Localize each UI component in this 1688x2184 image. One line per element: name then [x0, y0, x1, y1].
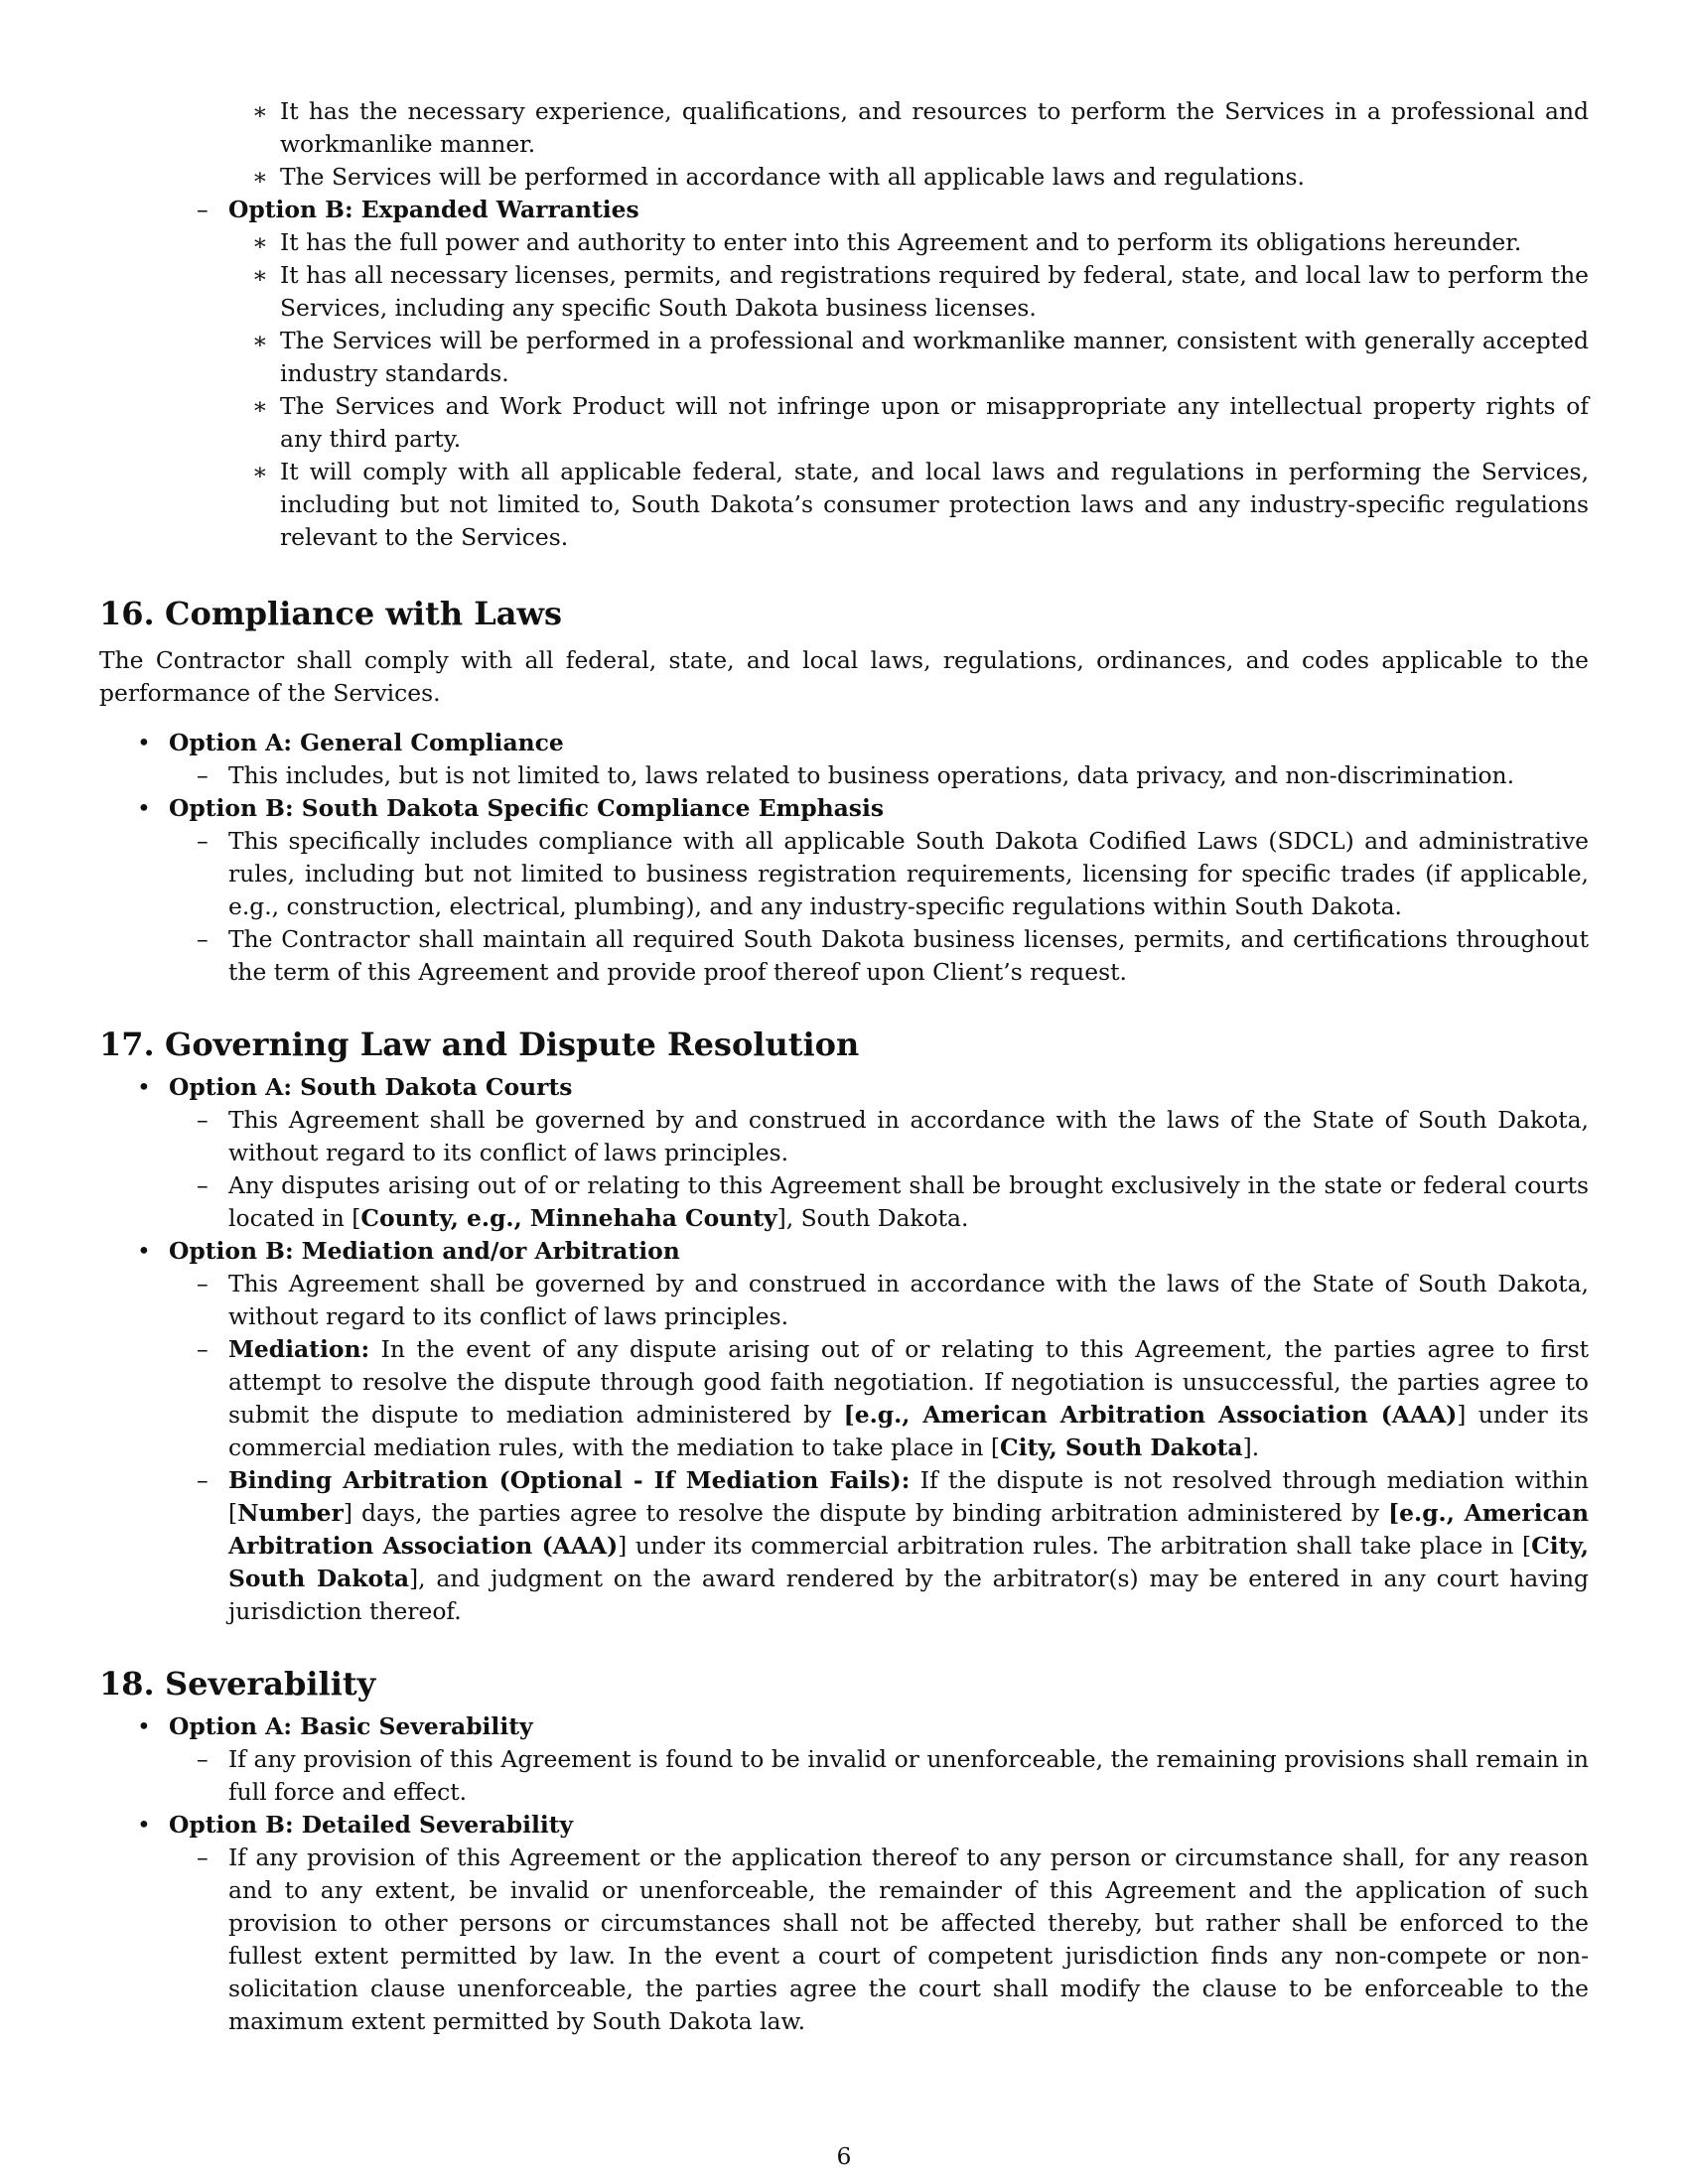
list-item	[99, 1333, 1589, 1464]
item-text	[228, 1169, 1589, 1235]
option-a-sd-courts: Option A: South Dakota Courts	[169, 1073, 573, 1101]
section-18-heading	[99, 1664, 1589, 1704]
dash-bullet: –	[197, 1171, 209, 1199]
option-b-detailed-severability: Option B: Detailed Severability	[169, 1811, 574, 1839]
text-run: Any disputes arising out of or relating to this Agreement shall be brought exclusively in the state or federal courts located in [	[228, 1171, 1589, 1232]
list-item	[99, 390, 1589, 456]
section-number: 18.	[99, 1665, 155, 1703]
text-run: ], and judgment on the award rendered by the arbitrator(s) may be entered in any court having jurisdiction thereof.	[228, 1565, 1589, 1625]
dash-bullet: –	[197, 196, 209, 223]
option-a-basic-severability: Option A: Basic Severability	[169, 1712, 533, 1740]
section-16-options	[99, 727, 1589, 989]
section-title: Severability	[165, 1665, 376, 1703]
warranty-text: It has all necessary licenses, permits, and registrations required by federal, state, and local law to perform the Services, including any specific South Dakota business licenses.	[280, 261, 1589, 322]
list-item	[99, 1104, 1589, 1169]
text-run: ] under its commercial arbitration rules. The arbitration shall take place in [	[618, 1532, 1532, 1560]
option-heading	[99, 1071, 1589, 1104]
bullet: •	[137, 1712, 151, 1740]
list-item	[99, 161, 1589, 194]
dash-bullet: –	[197, 925, 209, 953]
star-bullet: ∗	[252, 228, 268, 256]
star-bullet: ∗	[252, 163, 268, 191]
list-item	[99, 1743, 1589, 1809]
dash-bullet: –	[197, 761, 209, 789]
county-placeholder: County, e.g., Minnehaha County	[360, 1204, 777, 1232]
warranties-continuation	[99, 95, 1589, 554]
text-run: In the event of any dispute arising out of or relating to this Agreement, the parties agree to first attempt to resolve the dispute through good faith negotiation. If negotiation is unsuccessful, the parties agree to submit the dispute to mediation administered by	[228, 1335, 1589, 1429]
bullet: •	[137, 1811, 151, 1839]
dash-bullet: –	[197, 1745, 209, 1773]
item-text: This specifically includes compliance with all applicable South Dakota Codified Laws (SDCL) and administrative rules, including but not limited to business registration requirements, licensing for specific trades (if applicable, e.g., construction, electrical, plumbing), and any industry-specific regulations within South Dakota.	[228, 827, 1589, 920]
document-page	[99, 95, 1589, 2038]
option-b-sd-compliance: Option B: South Dakota Specific Compliance Emphasis	[169, 794, 885, 822]
option-b-mediation-arbitration: Option B: Mediation and/or Arbitration	[169, 1237, 680, 1265]
section-16-intro: The Contractor shall comply with all federal, state, and local laws, regulations, ordinances, and codes applicable to the performance of the Services.	[99, 646, 1589, 707]
star-bullet: ∗	[252, 458, 268, 485]
list-item	[99, 226, 1589, 259]
list-item	[99, 1842, 1589, 2038]
dash-bullet: –	[197, 1270, 209, 1297]
star-bullet: ∗	[252, 327, 268, 354]
dash-bullet: –	[197, 827, 209, 855]
section-16-heading	[99, 594, 1589, 633]
list-item	[99, 1268, 1589, 1333]
city-placeholder: City, South Dakota	[228, 1532, 1589, 1592]
aaa-placeholder: [e.g., American Arbitration Association (AAA)	[228, 1499, 1589, 1560]
option-b-expanded-warranties: Option B: Expanded Warranties	[228, 196, 639, 223]
list-item	[99, 825, 1589, 923]
bullet: •	[137, 1073, 151, 1101]
section-number: 17.	[99, 1025, 155, 1063]
option-heading	[99, 1809, 1589, 1842]
text-run: ] under its commercial mediation rules, with the mediation to take place in [	[228, 1401, 1590, 1461]
dash-bullet: –	[197, 1466, 209, 1494]
item-text: The Contractor shall maintain all required South Dakota business licenses, permits, and certifications throughout the term of this Agreement and provide proof thereof upon Client’s request.	[228, 925, 1589, 986]
page-number: 6	[836, 2142, 852, 2170]
text-run: ] days, the parties agree to resolve the dispute by binding arbitration administered by	[343, 1499, 1389, 1527]
list-item	[99, 1169, 1589, 1235]
section-17-heading	[99, 1024, 1589, 1064]
section-17-options	[99, 1071, 1589, 1628]
option-heading	[99, 1710, 1589, 1743]
dash-bullet: –	[197, 1335, 209, 1363]
section-title: Governing Law and Dispute Resolution	[165, 1025, 860, 1063]
arbitration-label: Binding Arbitration (Optional - If Mediation Fails):	[228, 1466, 911, 1494]
mediation-text	[228, 1333, 1589, 1464]
warranty-text: The Services will be performed in a professional and workmanlike manner, consistent with generally accepted industry standards.	[280, 327, 1589, 387]
star-bullet: ∗	[252, 261, 268, 289]
list-item	[99, 1464, 1589, 1628]
item-text: This includes, but is not limited to, laws related to business operations, data privacy, and non-discrimination.	[228, 761, 1515, 789]
text-run: ].	[1242, 1433, 1260, 1461]
star-bullet: ∗	[252, 392, 268, 420]
warranty-text: It has the full power and authority to enter into this Agreement and to perform its obligations hereunder.	[280, 228, 1522, 256]
option-heading	[99, 1235, 1589, 1268]
mediation-label: Mediation:	[228, 1335, 370, 1363]
option-heading	[99, 792, 1589, 825]
aaa-placeholder: [e.g., American Arbitration Association (AAA)	[843, 1401, 1458, 1429]
item-text: If any provision of this Agreement or the application thereof to any person or circumstance shall, for any reason and to any extent, be invalid or unenforceable, the remainder of this Agreement and the application of such provision to other persons or circumstances shall not be affected thereby, but rather shall be enforced to the fullest extent permitted by law. In the event a court of competent jurisdiction finds any non-compete or non-solicitation clause unenforceable, the parties agree the court shall modify the clause to be enforceable to the maximum extent permitted by South Dakota law.	[228, 1843, 1589, 2035]
list-item	[99, 456, 1589, 554]
list-item	[99, 259, 1589, 325]
text-run: ], South Dakota.	[776, 1204, 969, 1232]
list-item	[99, 923, 1589, 989]
section-18-options	[99, 1710, 1589, 2038]
option-heading	[99, 727, 1589, 759]
warranty-text: The Services and Work Product will not infringe upon or misappropriate any intellectual property rights of any third party.	[280, 392, 1589, 453]
star-bullet: ∗	[252, 97, 268, 125]
bullet: •	[137, 1237, 151, 1265]
text-run: If the dispute is not resolved through mediation within [	[228, 1466, 1589, 1527]
bullet: •	[137, 794, 151, 822]
warranty-text: It has the necessary experience, qualifications, and resources to perform the Services in a professional and workmanlike manner.	[280, 97, 1589, 158]
list-item	[99, 759, 1589, 792]
bullet: •	[137, 729, 151, 756]
number-placeholder: Number	[237, 1499, 344, 1527]
arbitration-text	[228, 1464, 1589, 1628]
dash-bullet: –	[197, 1106, 209, 1134]
option-heading	[99, 194, 1589, 226]
dash-bullet: –	[197, 1843, 209, 1871]
option-a-general-compliance: Option A: General Compliance	[169, 729, 564, 756]
item-text: This Agreement shall be governed by and construed in accordance with the laws of the State of South Dakota, without regard to its conflict of laws principles.	[228, 1106, 1589, 1166]
section-title: Compliance with Laws	[165, 595, 563, 632]
warranty-text: The Services will be performed in accordance with all applicable laws and regulations.	[280, 163, 1305, 191]
list-item	[99, 95, 1589, 161]
item-text: This Agreement shall be governed by and construed in accordance with the laws of the State of South Dakota, without regard to its conflict of laws principles.	[228, 1270, 1589, 1330]
warranty-text: It will comply with all applicable federal, state, and local laws and regulations in performing the Services, including but not limited to, South Dakota’s consumer protection laws and any industry-specific regulations relevant to the Services.	[280, 458, 1589, 551]
item-text: If any provision of this Agreement is found to be invalid or unenforceable, the remaining provisions shall remain in full force and effect.	[228, 1745, 1589, 1806]
section-number: 16.	[99, 595, 155, 632]
list-item	[99, 325, 1589, 390]
city-placeholder: City, South Dakota	[999, 1433, 1243, 1461]
